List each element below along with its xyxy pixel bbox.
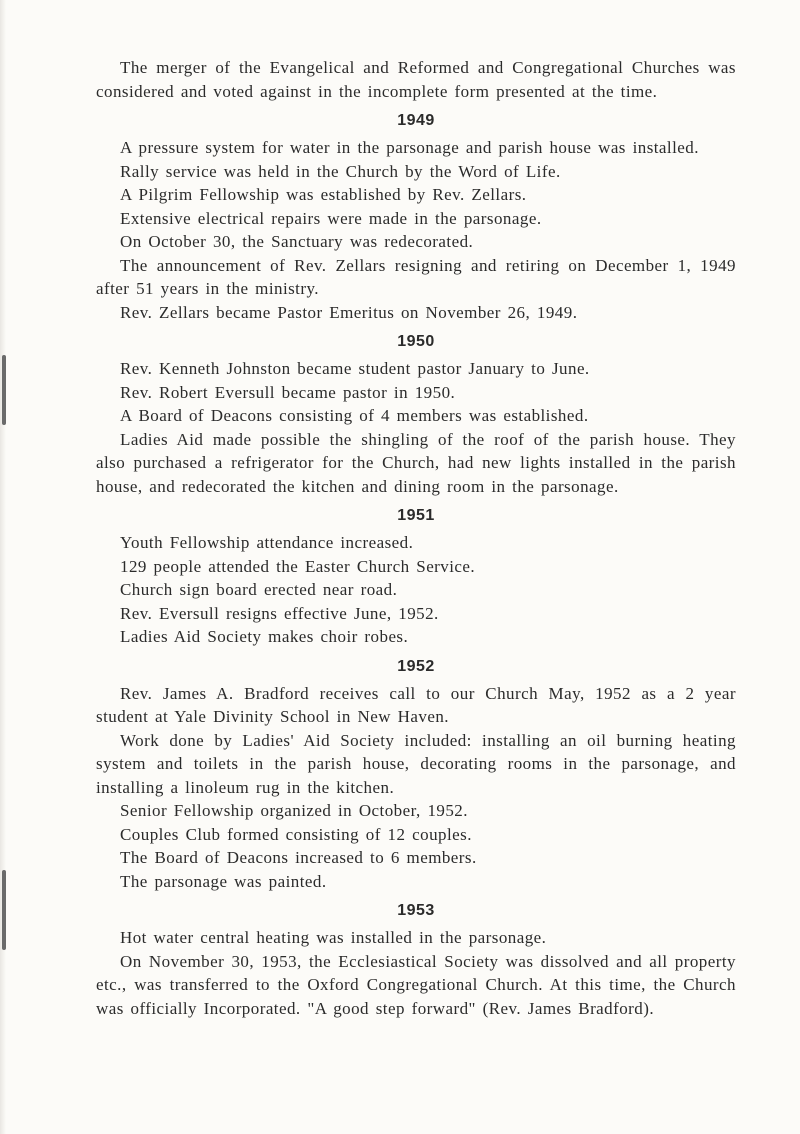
entry: Youth Fellowship attendance increased. bbox=[120, 533, 414, 552]
section-1951 bbox=[96, 506, 736, 649]
entry: Rev. James A. Bradford receives call to our Church May, 1952 as a 2 year student at Yale Divinity School in New Haven. bbox=[96, 683, 736, 726]
entry: Rally service was held in the Church by the Word of Life. bbox=[120, 161, 561, 181]
year-heading: 1949 bbox=[397, 112, 435, 129]
entry: A Pilgrim Fellowship was established by Rev. Zellars. bbox=[120, 185, 527, 204]
entry: The Board of Deacons increased to 6 members. bbox=[120, 848, 477, 867]
entry: Rev. Kenneth Johnston became student pastor January to June. bbox=[120, 359, 590, 378]
page-edge bbox=[0, 0, 6, 1134]
section-1953 bbox=[96, 901, 736, 1020]
document-body bbox=[96, 56, 736, 1020]
entry: Couples Club formed consisting of 12 couples. bbox=[120, 824, 472, 844]
binding-mark bbox=[2, 355, 6, 425]
section-1950 bbox=[96, 332, 736, 498]
year-heading: 1950 bbox=[397, 333, 435, 350]
entry: The parsonage was painted. bbox=[120, 871, 327, 891]
entry: Ladies Aid Society makes choir robes. bbox=[120, 627, 409, 646]
intro-paragraph: The merger of the Evangelical and Reformed and Congregational Churches was considered and voted against in the incomplete form presented at the time. bbox=[96, 58, 736, 101]
entry: A pressure system for water in the parsonage and parish house was installed. bbox=[120, 138, 699, 157]
entry: Rev. Zellars became Pastor Emeritus on November 26, 1949. bbox=[120, 302, 578, 322]
entry: On November 30, 1953, the Ecclesiastical Society was dissolved and all property etc., was transferred to the Oxford Congregational Church. At this time, the Church was officially Incorporated. "A good step forward" (Rev. James Bradford). bbox=[96, 951, 736, 1018]
entry: The announcement of Rev. Zellars resigning and retiring on December 1, 1949 after 51 years in the ministry. bbox=[96, 255, 736, 298]
year-heading: 1952 bbox=[397, 657, 435, 675]
entry: Work done by Ladies' Aid Society included: installing an oil burning heating system and toilets in the parish house, decorating rooms in the parsonage, and installing a linoleum rug in the kitchen. bbox=[96, 730, 736, 797]
entry: On October 30, the Sanctuary was redecorated. bbox=[120, 232, 474, 251]
entry: Senior Fellowship organized in October, 1952. bbox=[120, 801, 468, 820]
entry: 129 people attended the Easter Church Service. bbox=[120, 556, 476, 576]
entry: Rev. Robert Eversull became pastor in 1950. bbox=[120, 382, 456, 402]
year-heading: 1953 bbox=[397, 902, 435, 919]
section-1949 bbox=[96, 111, 736, 324]
section-1952 bbox=[96, 657, 736, 894]
entry: A Board of Deacons consisting of 4 members was established. bbox=[120, 406, 589, 425]
entry: Hot water central heating was installed in the parsonage. bbox=[120, 928, 547, 947]
entry: Church sign board erected near road. bbox=[120, 580, 398, 599]
entry: Rev. Eversull resigns effective June, 1952. bbox=[120, 603, 439, 623]
binding-mark bbox=[2, 870, 6, 950]
year-heading: 1951 bbox=[397, 507, 435, 524]
entry: Ladies Aid made possible the shingling of the roof of the parish house. They also purchased a refrigerator for the Church, had new lights installed in the parish house, and redecorated the kitchen and dining room in the parsonage. bbox=[96, 429, 736, 496]
entry: Extensive electrical repairs were made in the parsonage. bbox=[120, 208, 542, 228]
